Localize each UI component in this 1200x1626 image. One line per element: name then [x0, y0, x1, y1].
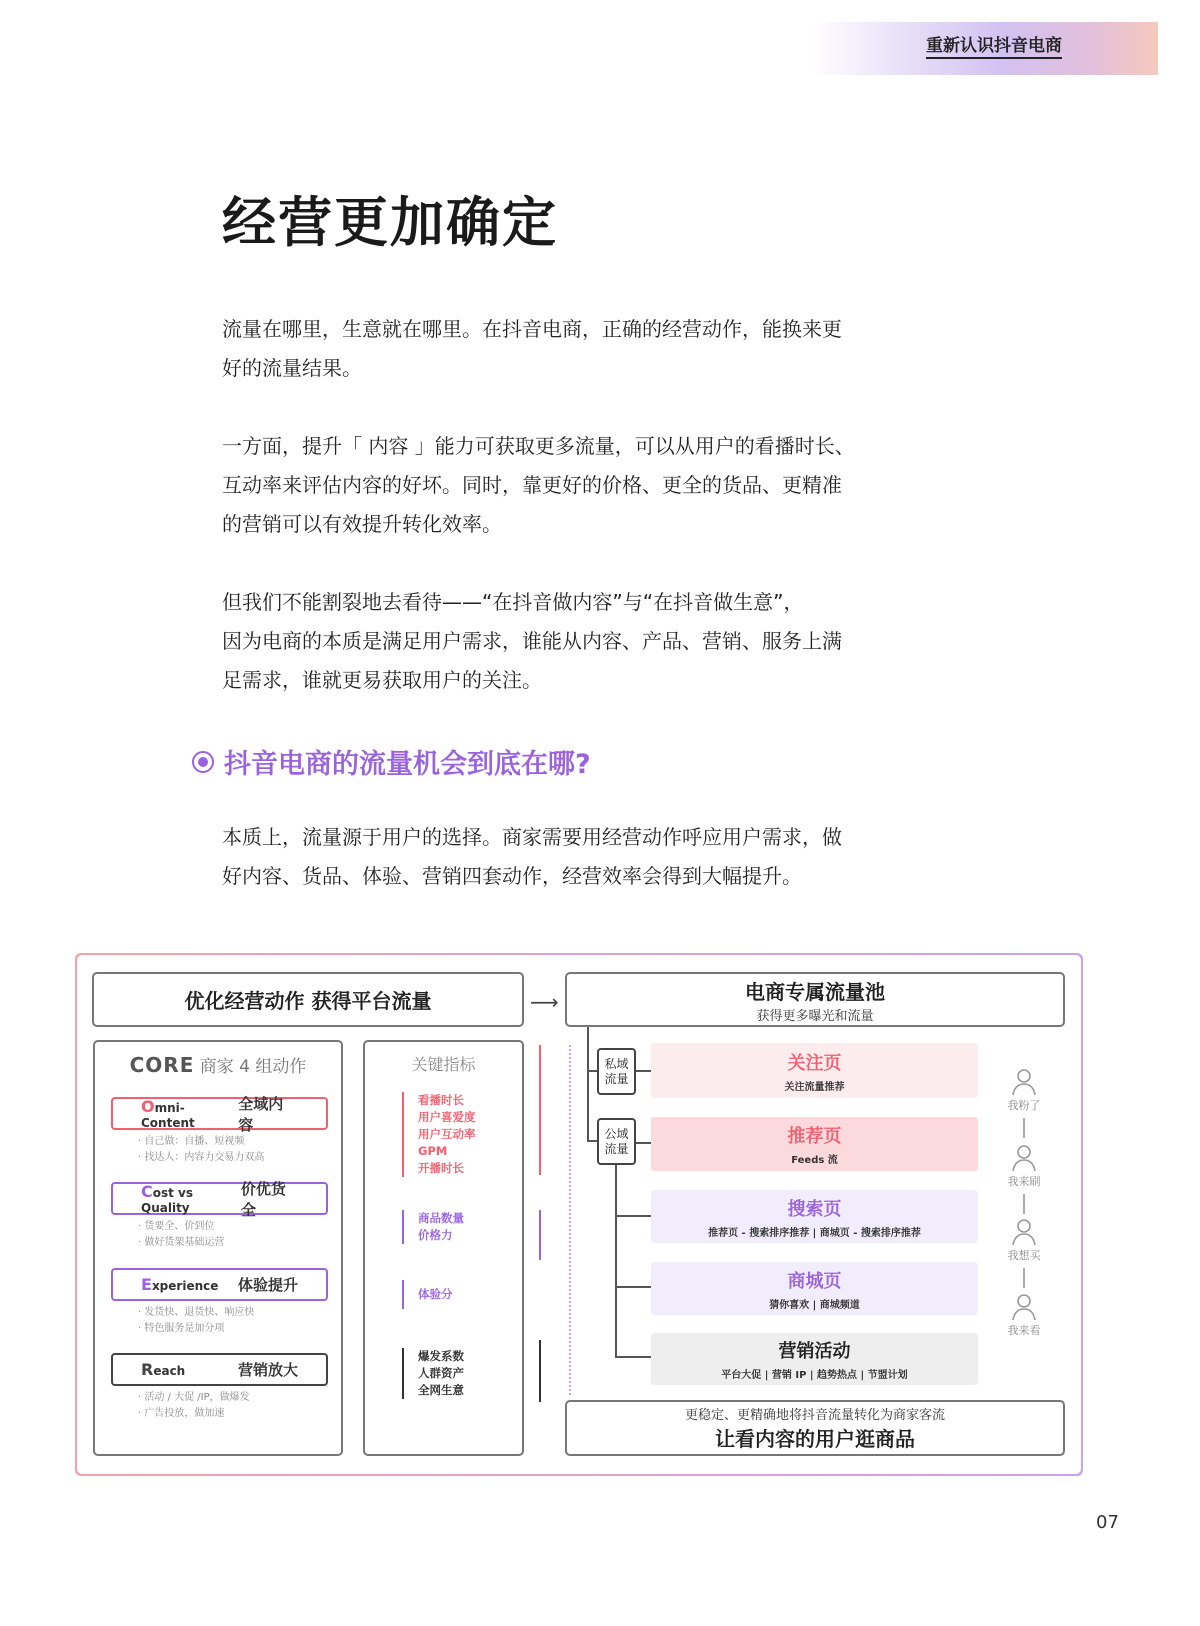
paragraph-3 — [222, 583, 942, 700]
user-icon — [1011, 1218, 1037, 1246]
text-line: 流量在哪里，生意就在哪里。在抖音电商，正确的经营动作，能换来更 — [222, 317, 842, 341]
left-header-text: 优化经营动作 获得平台流量 — [184, 989, 432, 1013]
radio-bullet-icon — [192, 751, 214, 773]
section-heading-text: 抖音电商的流量机会到底在哪? — [224, 749, 591, 780]
action-chinese: 全域内容 — [238, 1094, 284, 1134]
left-header-box — [92, 972, 524, 1027]
traffic-page-card — [651, 1262, 978, 1315]
dotted-divider — [569, 1045, 571, 1395]
arrow-right-icon: ⟶ — [530, 990, 559, 1014]
card-title: 推荐页 — [787, 1126, 842, 1147]
metric-group-goods — [402, 1210, 464, 1244]
right-header-subtitle: 获得更多曝光和流量 — [756, 1008, 874, 1024]
user-state-label: 我来刷 — [1007, 1175, 1041, 1188]
text-line: 互动率来评估内容的好坏。同时，靠更好的价格、更全的货品、更精准 — [222, 473, 842, 497]
tree-line — [615, 1165, 617, 1358]
action-chinese: 价优货全 — [240, 1179, 286, 1219]
paragraph-2 — [222, 427, 942, 544]
text-line: 本质上，流量源于用户的选择。商家需要用经营动作呼应用户需求，做 — [222, 825, 842, 849]
card-subtitle: Feeds 流 — [791, 1155, 838, 1166]
action-initial: E — [141, 1275, 152, 1294]
page-title: 经营更加确定 — [222, 191, 558, 254]
paragraph-1 — [222, 310, 942, 388]
connector-line — [1023, 1194, 1025, 1214]
section-heading — [192, 742, 591, 781]
right-header-box — [565, 972, 1065, 1027]
metric-item: 用户互动率 — [418, 1127, 476, 1141]
bullet-item: · 做好货架基础运营 — [138, 1237, 225, 1248]
bullet-text: 自己做：自播、短视频 — [144, 1136, 245, 1147]
public-traffic-tag: 公域流量 — [597, 1118, 636, 1165]
bottom-title: 让看内容的用户逛商品 — [715, 1427, 915, 1451]
metric-item: 商品数量 — [418, 1211, 464, 1225]
metric-item: 价格力 — [418, 1228, 453, 1242]
bullet-item: · 找达人：内容力交易力双高 — [138, 1152, 265, 1163]
action-english-rest: xperience — [151, 1279, 219, 1293]
card-subtitle: 关注流量推荐 — [784, 1081, 845, 1093]
metric-item: 爆发系数 — [418, 1349, 464, 1363]
core-title — [93, 1052, 343, 1077]
action-bullets — [138, 1390, 250, 1422]
tree-line — [587, 1140, 597, 1142]
text-line: 好内容、货品、体验、营销四套动作，经营效率会得到大幅提升。 — [222, 864, 802, 888]
bullet-text: 广告投放，做加速 — [144, 1408, 225, 1419]
action-chinese: 体验提升 — [237, 1276, 298, 1294]
brace-line — [539, 1210, 541, 1260]
bottom-subtitle: 更稳定、更精确地将抖音流量转化为商家客流 — [684, 1408, 945, 1423]
action-chinese: 营销放大 — [237, 1361, 298, 1379]
action-bullets — [138, 1134, 264, 1166]
connector-line — [1023, 1118, 1025, 1138]
traffic-page-card — [651, 1043, 978, 1098]
action-english-rest: each — [153, 1364, 186, 1378]
traffic-page-card — [651, 1333, 978, 1385]
metric-item: 体验分 — [418, 1287, 453, 1301]
metric-item: 开播时长 — [418, 1161, 464, 1175]
card-title: 搜索页 — [787, 1198, 842, 1220]
metric-group-content — [402, 1092, 476, 1177]
right-header-title: 电商专属流量池 — [745, 979, 885, 1004]
bullet-text: 货要全、价到位 — [144, 1221, 215, 1232]
bullet-text: 发货快、退货快、响应快 — [144, 1307, 255, 1318]
core-action-box — [111, 1094, 328, 1134]
metric-group-reach — [402, 1348, 464, 1399]
card-title: 营销活动 — [778, 1341, 851, 1362]
action-initial: O — [141, 1097, 155, 1116]
paragraph-4 — [222, 818, 942, 896]
metric-item: GPM — [418, 1144, 448, 1158]
action-initial: C — [141, 1182, 153, 1201]
metric-item: 看播时长 — [418, 1093, 464, 1107]
bullet-text: 做好货架基础运营 — [144, 1237, 225, 1248]
action-initial: R — [141, 1360, 154, 1379]
brace-line — [539, 1045, 541, 1175]
user-state-label: 我想买 — [1007, 1249, 1041, 1262]
tree-line — [615, 1356, 651, 1358]
text-line: 但我们不能割裂地去看待——“在抖音做内容”与“在抖音做生意”， — [222, 590, 804, 614]
bullet-item: · 特色服务是加分项 — [138, 1323, 225, 1334]
action-english — [141, 1360, 185, 1379]
action-bullets — [138, 1305, 254, 1337]
card-subtitle: 猜你喜欢 | 商城频道 — [769, 1299, 860, 1311]
card-title: 关注页 — [787, 1052, 842, 1074]
text-line: 足需求，谁就更易获取用户的关注。 — [222, 668, 542, 692]
bullet-item: · 自己做：自播、短视频 — [138, 1136, 245, 1147]
core-action-box — [111, 1179, 328, 1219]
section-header-link[interactable]: 重新认识抖音电商 — [926, 35, 1062, 59]
text-line: 一方面，提升「 内容 」能力可获取更多流量，可以从用户的看播时长、 — [222, 434, 855, 458]
brace-line — [539, 1340, 541, 1402]
core-subtitle: 商家 4 组动作 — [199, 1057, 307, 1077]
traffic-page-card — [651, 1117, 978, 1171]
card-title: 商城页 — [787, 1270, 842, 1292]
card-subtitle: 推荐页 - 搜索排序推荐 | 商城页 - 搜索排序推荐 — [708, 1227, 921, 1239]
user-icon — [1011, 1144, 1037, 1172]
action-english-rest: mni-Content — [141, 1101, 195, 1130]
action-english-rest: ost vs Quality — [141, 1186, 194, 1215]
action-english — [141, 1182, 241, 1215]
connector-line — [1023, 1268, 1025, 1288]
bullet-text: 活动 / 大促 /IP，做爆发 — [144, 1392, 250, 1403]
action-english — [141, 1275, 218, 1294]
bullet-item: · 广告投放，做加速 — [138, 1408, 225, 1419]
bullet-item: · 活动 / 大促 /IP，做爆发 — [138, 1392, 250, 1403]
core-action-box — [111, 1268, 328, 1301]
tree-line — [615, 1286, 651, 1288]
metric-item: 全网生意 — [418, 1383, 464, 1397]
bottom-summary-box — [565, 1400, 1065, 1456]
action-bullets — [138, 1219, 224, 1251]
user-icon — [1011, 1293, 1037, 1321]
traffic-page-card — [651, 1190, 978, 1243]
tree-line — [587, 1027, 589, 1140]
tree-line — [636, 1070, 651, 1072]
bullet-text: 找达人：内容力交易力双高 — [144, 1152, 265, 1163]
metric-group-experience — [402, 1280, 453, 1309]
bullet-item: · 发货快、退货快、响应快 — [138, 1307, 255, 1318]
user-icon — [1011, 1068, 1037, 1096]
bullet-text: 特色服务是加分项 — [144, 1323, 225, 1334]
page-number: 07 — [1096, 1512, 1119, 1533]
tree-line — [615, 1215, 651, 1217]
action-english — [141, 1097, 238, 1130]
core-action-box — [111, 1353, 328, 1386]
tree-line — [636, 1142, 651, 1144]
tree-line — [587, 1070, 597, 1072]
text-line: 好的流量结果。 — [222, 356, 362, 380]
bullet-item: · 货要全、价到位 — [138, 1221, 215, 1232]
user-state-label: 我来看 — [1007, 1324, 1041, 1337]
metric-item: 用户喜爱度 — [418, 1110, 476, 1124]
private-traffic-tag: 私域流量 — [597, 1048, 636, 1095]
metric-item: 人群资产 — [418, 1366, 464, 1380]
text-line: 因为电商的本质是满足用户需求，谁能从内容、产品、营销、服务上满 — [222, 629, 842, 653]
user-state-label: 我粉了 — [1007, 1099, 1041, 1112]
card-subtitle: 平台大促 | 营销 IP | 趋势热点 | 节盟计划 — [721, 1370, 908, 1381]
key-metrics-title: 关键指标 — [411, 1055, 476, 1074]
text-line: 的营销可以有效提升转化效率。 — [222, 512, 502, 536]
core-logo: CORE — [129, 1053, 195, 1077]
